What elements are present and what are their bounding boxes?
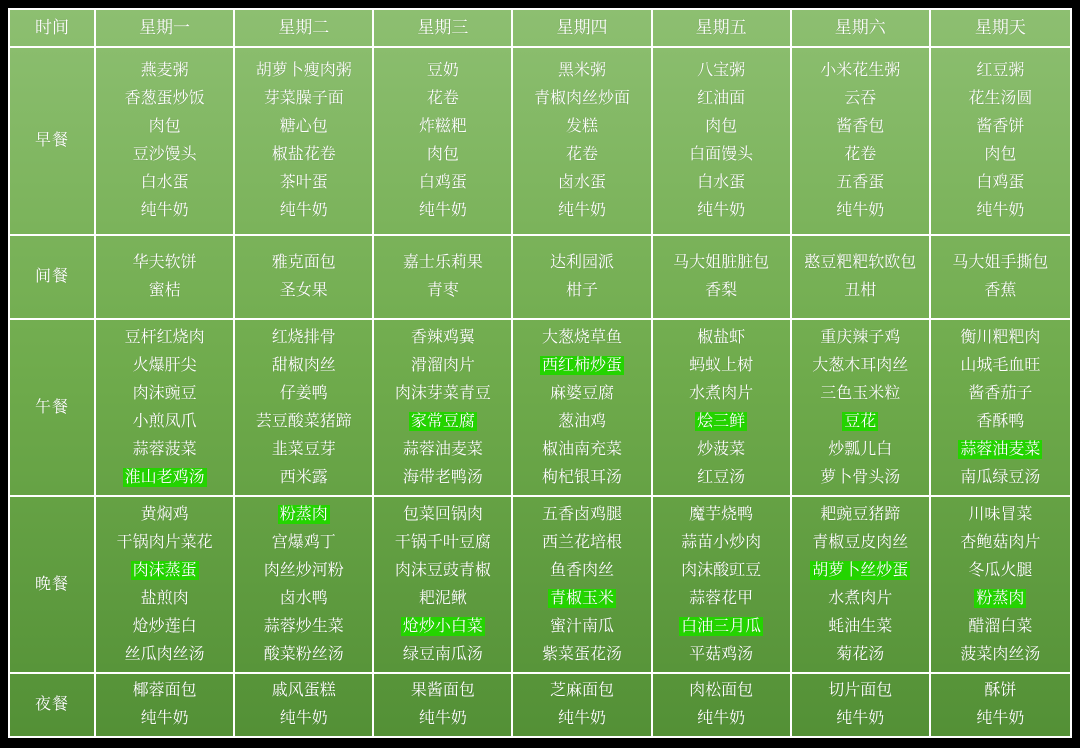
menu-item: 憨豆粑粑软欧包 [804,254,917,271]
menu-item: 葱油鸡 [557,412,606,430]
header-day-cell: 星期二 [235,10,374,48]
menu-item: 平菇鸡汤 [689,645,754,663]
menu-item: 肉沫豆豉青椒 [394,561,491,579]
menu-item: 芽菜臊子面 [263,90,344,107]
menu-item: 蚝油生菜 [828,617,893,635]
menu-item-highlighted [409,408,477,436]
header-time-cell: 时间 [10,10,96,48]
header-day-cell: 星期五 [653,10,792,48]
menu-item: 蜜桔 [148,282,181,299]
menu-item: 香酥鸭 [976,412,1025,430]
menu-item: 蒜蓉花甲 [689,589,754,607]
highlight-marker: 豆花 [844,412,877,430]
menu-item: 香梨 [705,282,738,299]
menu-item: 纯牛奶 [976,202,1025,219]
menu-item: 豆沙馒头 [132,146,197,163]
menu-item: 达利园派 [549,254,614,271]
menu-item: 红豆粥 [976,62,1025,79]
row-label-cell: 夜餐 [10,674,96,736]
menu-item: 菊花汤 [836,645,885,663]
menu-item-highlighted [123,464,207,492]
menu-item: 五香卤鸡腿 [541,505,622,523]
menu-item: 白面馒头 [689,146,754,163]
menu-cell [96,674,235,736]
menu-item: 炒瓢儿白 [828,440,893,458]
highlight-marker: 白油三月瓜 [681,617,762,635]
menu-item: 肉沫芽菜青豆 [394,384,491,402]
menu-item: 干锅千叶豆腐 [394,533,491,551]
menu-item: 蒜苗小炒肉 [681,533,762,551]
menu-item: 重庆辣子鸡 [820,328,901,346]
highlight-marker: 粉蒸肉 [279,505,328,523]
menu-item: 胡萝卜瘦肉粥 [255,62,352,79]
menu-cell [96,236,235,320]
menu-item: 纯牛奶 [279,202,328,219]
menu-item: 菠菜肉丝汤 [960,645,1041,663]
menu-item: 纯牛奶 [140,202,189,219]
menu-item: 纯牛奶 [836,710,885,727]
menu-item: 椒油南充菜 [541,440,622,458]
menu-item: 椒盐花卷 [271,146,336,163]
menu-item: 发糕 [565,118,598,135]
menu-item: 紫菜蛋花汤 [541,645,622,663]
menu-item: 酱香饼 [976,118,1025,135]
menu-item: 火爆肝尖 [132,356,197,374]
menu-item: 嘉士乐莉果 [402,254,483,271]
menu-item: 戚风蛋糕 [271,682,336,699]
menu-item: 海带老鸭汤 [402,468,483,486]
menu-item-highlighted [974,585,1026,613]
menu-cell [374,236,513,320]
menu-cell [235,48,374,236]
menu-item: 萝卜骨头汤 [820,468,901,486]
menu-item: 丑柑 [844,282,877,299]
menu-cell [653,236,792,320]
header-day-cell: 星期三 [374,10,513,48]
menu-item: 山城毛血旺 [960,356,1041,374]
menu-item: 马大姐手撕包 [952,254,1049,271]
menu-item: 麻婆豆腐 [549,384,614,402]
menu-item: 枸杞银耳汤 [541,468,622,486]
menu-item: 白水蛋 [697,174,746,191]
menu-cell [792,48,931,236]
menu-item: 蜜汁南瓜 [549,617,614,635]
highlight-marker: 西红柿炒蛋 [541,356,622,374]
menu-item: 圣女果 [279,282,328,299]
menu-item: 芸豆酸菜猪蹄 [255,412,352,430]
menu-item: 包菜回锅肉 [402,505,483,523]
menu-item: 酱香茄子 [968,384,1033,402]
menu-item: 干锅肉片菜花 [116,533,213,551]
menu-item: 耙豌豆猪蹄 [820,505,901,523]
menu-cell [931,236,1070,320]
menu-item: 白鸡蛋 [976,174,1025,191]
menu-item-highlighted [401,613,485,641]
menu-item-highlighted [278,501,330,529]
menu-cell [792,497,931,674]
menu-item: 纯牛奶 [557,202,606,219]
menu-item: 韭菜豆芽 [271,440,336,458]
menu-item: 红豆汤 [697,468,746,486]
highlight-marker: 胡萝卜丝炒蛋 [812,561,909,579]
menu-cell [513,320,652,497]
menu-item: 卤水鸭 [279,589,328,607]
menu-item: 肉松面包 [689,682,754,699]
menu-item: 花生汤圆 [968,90,1033,107]
menu-cell [374,674,513,736]
menu-item-highlighted [540,352,624,380]
row-label-cell: 早餐 [10,48,96,236]
highlight-marker: 肉沫蒸蛋 [132,561,197,579]
menu-item: 黑米粥 [557,62,606,79]
menu-item: 青椒肉丝炒面 [533,90,630,107]
menu-item: 大葱木耳肉丝 [812,356,909,374]
menu-item-highlighted [548,585,616,613]
menu-item: 南瓜绿豆汤 [960,468,1041,486]
menu-item: 肉沫酸豇豆 [681,561,762,579]
menu-item: 切片面包 [828,682,893,699]
menu-item: 耙泥鳅 [418,589,467,607]
menu-item: 炝炒莲白 [132,617,197,635]
menu-item: 肉丝炒河粉 [263,561,344,579]
menu-item: 红烧排骨 [271,328,336,346]
menu-item: 小米花生粥 [820,62,901,79]
menu-item: 三色玉米粒 [820,384,901,402]
menu-item: 华夫软饼 [132,254,197,271]
highlight-marker: 蒜蓉油麦菜 [960,440,1041,458]
menu-item: 蒜蓉菠菜 [132,440,197,458]
menu-cell [235,320,374,497]
menu-item-highlighted [695,408,747,436]
menu-cell [374,48,513,236]
menu-item: 纯牛奶 [418,202,467,219]
menu-item: 芝麻面包 [549,682,614,699]
highlight-marker: 烩三鲜 [697,412,746,430]
header-day-cell: 星期六 [792,10,931,48]
menu-item: 纯牛奶 [418,710,467,727]
menu-item: 白鸡蛋 [418,174,467,191]
menu-item: 醋溜白菜 [968,617,1033,635]
menu-item: 仔姜鸭 [279,384,328,402]
menu-item: 水煮肉片 [689,384,754,402]
menu-cell [96,497,235,674]
menu-item: 椰蓉面包 [132,682,197,699]
menu-cell [792,320,931,497]
menu-cell [235,674,374,736]
menu-cell [235,497,374,674]
menu-item: 纯牛奶 [697,710,746,727]
menu-item: 马大姐脏脏包 [673,254,770,271]
menu-cell [96,320,235,497]
menu-item: 纯牛奶 [557,710,606,727]
menu-item: 西米露 [279,468,328,486]
menu-item: 川味冒菜 [968,505,1033,523]
menu-item: 酱香包 [836,118,885,135]
menu-item: 青枣 [426,282,459,299]
menu-item: 炸糍粑 [418,118,467,135]
menu-item-highlighted [810,557,910,585]
menu-item: 肉包 [705,118,738,135]
menu-item: 肉包 [426,146,459,163]
menu-item: 鱼香肉丝 [549,561,614,579]
menu-item: 蒜蓉炒生菜 [263,617,344,635]
menu-item: 香辣鸡翼 [410,328,475,346]
menu-item: 杏鲍菇肉片 [960,533,1041,551]
menu-cell [653,48,792,236]
row-label-cell: 午餐 [10,320,96,497]
header-day-cell: 星期一 [96,10,235,48]
menu-cell [374,320,513,497]
row-label-cell: 间餐 [10,236,96,320]
menu-item-highlighted [842,408,878,436]
menu-item: 卤水蛋 [557,174,606,191]
menu-item: 柑子 [565,282,598,299]
menu-item: 宫爆鸡丁 [271,533,336,551]
menu-item-highlighted [958,436,1042,464]
highlight-marker: 青椒玉米 [549,589,614,607]
menu-item: 肉包 [148,118,181,135]
menu-item: 西兰花培根 [541,533,622,551]
menu-item: 白水蛋 [140,174,189,191]
menu-cell [931,48,1070,236]
menu-cell [235,236,374,320]
header-day-cell: 星期四 [513,10,652,48]
menu-item: 茶叶蛋 [279,174,328,191]
menu-item: 豆杆红烧肉 [124,328,205,346]
menu-cell [653,320,792,497]
menu-item: 青椒豆皮肉丝 [812,533,909,551]
menu-cell [653,497,792,674]
menu-item: 八宝粥 [697,62,746,79]
highlight-marker: 家常豆腐 [410,412,475,430]
menu-item: 甜椒肉丝 [271,356,336,374]
menu-item: 魔芋烧鸭 [689,505,754,523]
highlight-marker: 粉蒸肉 [976,589,1025,607]
menu-item: 酸菜粉丝汤 [263,645,344,663]
menu-item: 纯牛奶 [140,710,189,727]
menu-item: 小煎凤爪 [132,412,197,430]
weekly-menu-table [8,8,1072,738]
menu-item: 肉沫豌豆 [132,384,197,402]
header-day-cell: 星期天 [931,10,1070,48]
menu-item: 盐煎肉 [140,589,189,607]
menu-cell [931,497,1070,674]
menu-cell [513,236,652,320]
menu-item: 五香蛋 [836,174,885,191]
menu-item-highlighted [131,557,199,585]
menu-item: 纯牛奶 [836,202,885,219]
menu-cell [513,674,652,736]
highlight-marker: 淮山老鸡汤 [124,468,205,486]
menu-item: 花卷 [844,146,877,163]
menu-item: 绿豆南瓜汤 [402,645,483,663]
menu-item: 云吞 [844,90,877,107]
menu-item: 纯牛奶 [976,710,1025,727]
menu-cell [374,497,513,674]
menu-item: 花卷 [426,90,459,107]
menu-item: 燕麦粥 [140,62,189,79]
menu-item: 糖心包 [279,118,328,135]
menu-item: 滑溜肉片 [410,356,475,374]
menu-item: 花卷 [565,146,598,163]
menu-item: 黄焖鸡 [140,505,189,523]
menu-cell [792,674,931,736]
menu-item: 果酱面包 [410,682,475,699]
menu-cell [96,48,235,236]
menu-item: 蚂蚁上树 [689,356,754,374]
menu-item: 雅克面包 [271,254,336,271]
menu-item: 豆奶 [426,62,459,79]
menu-cell [931,320,1070,497]
menu-item: 香葱蛋炒饭 [124,90,205,107]
highlight-marker: 炝炒小白菜 [402,617,483,635]
menu-cell [513,48,652,236]
menu-item: 冬瓜火腿 [968,561,1033,579]
menu-item: 纯牛奶 [697,202,746,219]
menu-item: 纯牛奶 [279,710,328,727]
menu-item: 酥饼 [984,682,1017,699]
menu-cell [792,236,931,320]
menu-item: 红油面 [697,90,746,107]
menu-cell [513,497,652,674]
menu-cell [931,674,1070,736]
menu-item: 肉包 [984,146,1017,163]
menu-item: 水煮肉片 [828,589,893,607]
row-label-cell: 晚餐 [10,497,96,674]
menu-item: 丝瓜肉丝汤 [124,645,205,663]
menu-item: 炒菠菜 [697,440,746,458]
menu-item: 衡川粑粑肉 [960,328,1041,346]
menu-item: 香蕉 [984,282,1017,299]
menu-item: 椒盐虾 [697,328,746,346]
menu-item-highlighted [679,613,763,641]
menu-item: 大葱烧草鱼 [541,328,622,346]
menu-cell [653,674,792,736]
menu-item: 蒜蓉油麦菜 [402,440,483,458]
